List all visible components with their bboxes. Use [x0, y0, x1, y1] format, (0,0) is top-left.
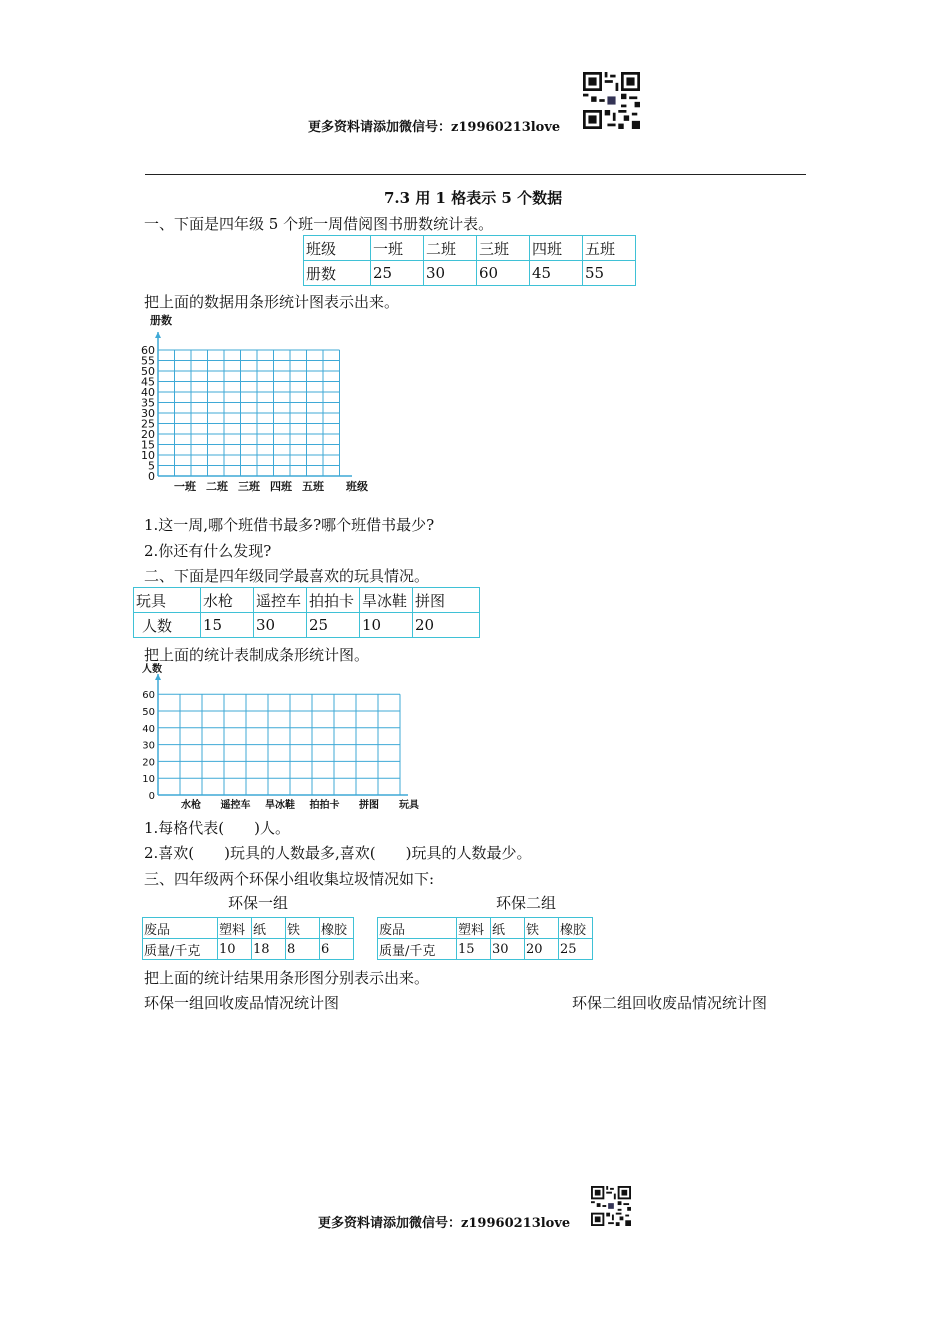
table-cell: 册数 [304, 261, 371, 286]
table-cell: 25 [371, 261, 424, 286]
x-category-label: 水枪 [181, 800, 201, 811]
header-promo: 更多资料请添加微信号：z19960213love [308, 120, 561, 135]
y-tick-label: 0 [148, 470, 155, 483]
table-cell: 55 [583, 261, 636, 286]
table-cell: 10 [360, 613, 413, 638]
part2-table [133, 587, 480, 638]
part3-instruction: 把上面的统计结果用条形图分别表示出来。 [144, 969, 430, 987]
x-category-label: 遥控车 [220, 800, 251, 811]
chart2-caption: 环保二组回收废品情况统计图 [572, 994, 768, 1012]
y-axis-arrow-icon [155, 332, 161, 338]
x-category-label: 四班 [270, 480, 292, 493]
part2-question-1: 1.每格代表( )人。 [144, 819, 291, 837]
y-tick-label: 20 [141, 428, 155, 441]
table-cell: 60 [477, 261, 530, 286]
group2-table [377, 917, 593, 960]
table-cell: 质量/千克 [378, 939, 457, 960]
chart-favorite-toys [140, 660, 430, 815]
table-cell: 五班 [583, 236, 636, 261]
y-tick-label: 0 [148, 791, 155, 802]
y-axis-label: 册数 [150, 314, 172, 327]
table-cell: 橡胶 [559, 918, 593, 939]
y-tick-label: 30 [142, 740, 155, 752]
page-title: 7.3 用 1 格表示 5 个数据 [384, 189, 563, 207]
y-tick-label: 55 [141, 354, 155, 368]
part1-intro: 一、下面是四年级 5 个班一周借阅图书册数统计表。 [144, 215, 494, 233]
chart-borrowed-books [140, 310, 380, 495]
chart1-caption: 环保一组回收废品情况统计图 [144, 994, 340, 1012]
table-cell: 15 [201, 613, 254, 638]
part1-instruction: 把上面的数据用条形统计图表示出来。 [144, 293, 400, 311]
table-cell: 15 [457, 939, 491, 960]
table-cell: 班级 [304, 236, 371, 261]
y-tick-label: 50 [141, 365, 155, 378]
y-tick-label: 5 [148, 459, 155, 473]
part3-intro: 三、四年级两个环保小组收集垃圾情况如下: [144, 870, 435, 888]
table-cell: 玩具 [134, 588, 201, 613]
y-tick-label: 40 [142, 723, 155, 735]
table-cell: 废品 [143, 918, 218, 939]
x-axis-label: 班级 [346, 480, 368, 493]
table-cell: 四班 [530, 236, 583, 261]
table-cell: 8 [286, 939, 320, 960]
table-cell: 纸 [491, 918, 525, 939]
table-cell: 20 [525, 939, 559, 960]
table-cell: 30 [254, 613, 307, 638]
x-axis-label: 玩具 [399, 800, 419, 811]
group1-table [142, 917, 354, 960]
table-cell: 铁 [525, 918, 559, 939]
x-category-label: 二班 [206, 480, 228, 493]
table-cell: 水枪 [201, 588, 254, 613]
table-cell: 废品 [378, 918, 457, 939]
table-cell: 25 [559, 939, 593, 960]
y-tick-label: 15 [141, 438, 155, 452]
y-tick-label: 10 [141, 449, 155, 462]
y-tick-label: 60 [142, 690, 155, 702]
table-cell: 30 [424, 261, 477, 286]
table-cell: 纸 [252, 918, 286, 939]
group1-caption: 环保一组 [228, 894, 289, 912]
y-tick-label: 40 [141, 386, 155, 399]
x-category-label: 拍拍卡 [309, 800, 340, 811]
group2-caption: 环保二组 [496, 894, 557, 912]
part1-question-1: 1.这一周,哪个班借书最多?哪个班借书最少? [144, 516, 435, 534]
y-tick-label: 35 [141, 396, 155, 410]
x-category-label: 五班 [302, 480, 324, 493]
x-category-label: 拼图 [359, 800, 379, 811]
y-tick-label: 20 [142, 757, 155, 769]
table-cell: 铁 [286, 918, 320, 939]
part1-table [303, 235, 636, 286]
x-category-label: 三班 [238, 480, 260, 493]
table-cell: 10 [218, 939, 252, 960]
table-cell: 二班 [424, 236, 477, 261]
table-cell: 一班 [371, 236, 424, 261]
table-cell: 45 [530, 261, 583, 286]
y-tick-label: 25 [141, 417, 155, 431]
table-cell: 25 [307, 613, 360, 638]
table-cell: 旱冰鞋 [360, 588, 413, 613]
part2-question-2: 2.喜欢( )玩具的人数最多,喜欢( )玩具的人数最少。 [144, 844, 532, 862]
x-category-label: 一班 [174, 480, 196, 493]
part1-question-2: 2.你还有什么发现? [144, 542, 272, 560]
table-cell: 遥控车 [254, 588, 307, 613]
x-category-label: 旱冰鞋 [265, 800, 295, 811]
table-cell: 20 [413, 613, 480, 638]
table-cell: 三班 [477, 236, 530, 261]
table-cell: 拍拍卡 [307, 588, 360, 613]
qr-code-top [583, 72, 640, 129]
table-cell: 6 [320, 939, 354, 960]
table-cell: 质量/千克 [143, 939, 218, 960]
footer-promo: 更多资料请添加微信号：z19960213love [318, 1216, 571, 1231]
y-tick-label: 50 [142, 707, 155, 718]
table-cell: 塑料 [218, 918, 252, 939]
y-tick-label: 60 [141, 344, 155, 357]
part2-intro: 二、下面是四年级同学最喜欢的玩具情况。 [144, 567, 430, 585]
table-cell: 拼图 [413, 588, 480, 613]
table-cell: 塑料 [457, 918, 491, 939]
y-axis-label: 人数 [142, 664, 162, 675]
table-cell: 橡胶 [320, 918, 354, 939]
header-divider [145, 174, 806, 175]
y-tick-label: 10 [142, 774, 155, 786]
table-cell: 18 [252, 939, 286, 960]
table-cell: 人数 [134, 613, 201, 638]
qr-code-bottom [591, 1186, 631, 1226]
table-cell: 30 [491, 939, 525, 960]
part2-instruction: 把上面的统计表制成条形统计图。 [144, 646, 370, 664]
y-tick-label: 30 [141, 407, 155, 420]
y-tick-label: 45 [141, 375, 155, 389]
